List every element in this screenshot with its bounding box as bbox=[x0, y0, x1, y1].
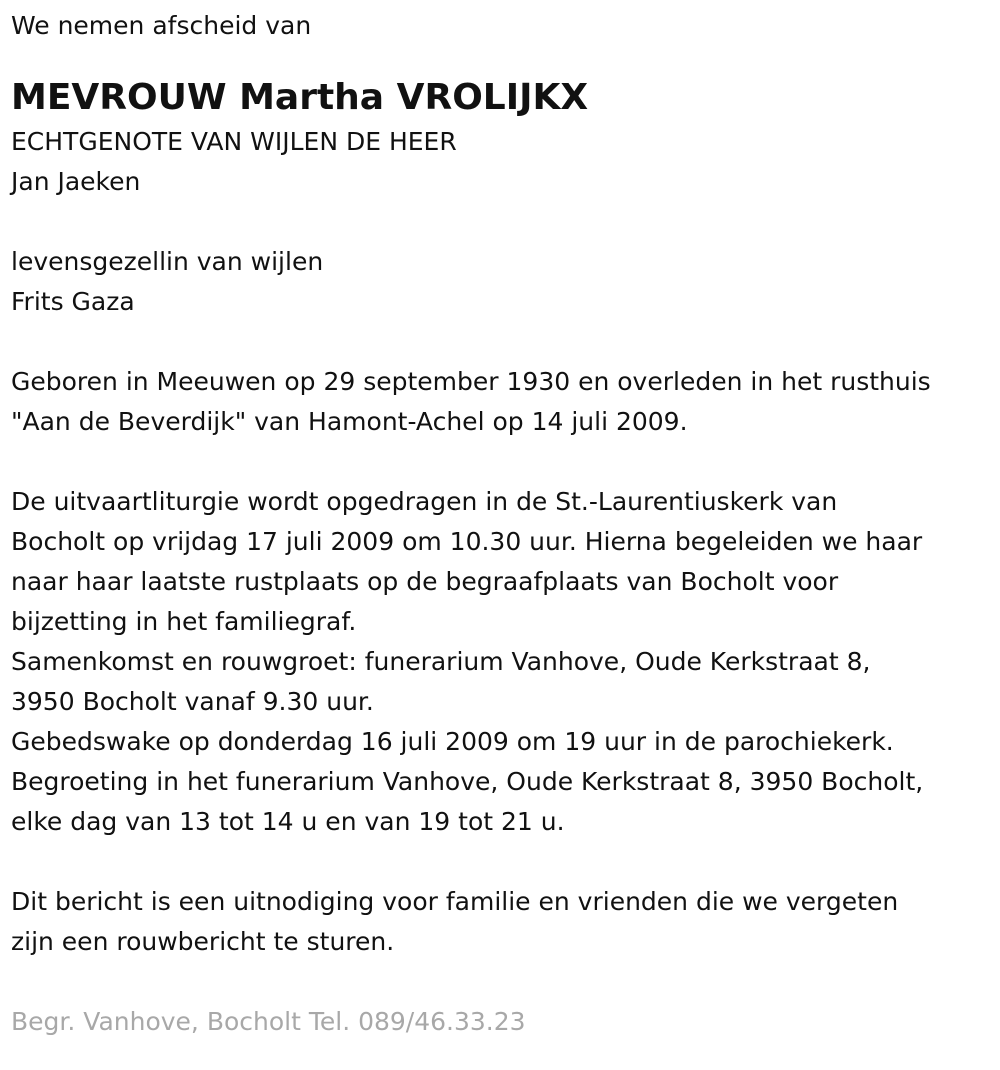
ceremony-paragraph bbox=[11, 482, 1000, 842]
paragraph-line: naar haar laatste rustplaats op de begraafplaats van Bocholt voor bbox=[11, 567, 839, 596]
deceased-name: MEVROUW Martha VROLIJKX bbox=[11, 77, 589, 118]
paragraph-line: Samenkomst en rouwgroet: funerarium Vanhove, Oude Kerkstraat 8, bbox=[11, 647, 871, 676]
notice-paragraph bbox=[11, 882, 1000, 962]
intro-text: We nemen afscheid van bbox=[11, 11, 312, 40]
birth-death-paragraph bbox=[11, 362, 1000, 442]
paragraph-line: Dit bericht is een uitnodiging voor familie en vrienden die we vergeten bbox=[11, 887, 899, 916]
partner-name: Frits Gaza bbox=[11, 287, 135, 316]
paragraph-line: Begroeting in het funerarium Vanhove, Oude Kerkstraat 8, 3950 Bocholt, bbox=[11, 767, 924, 796]
paragraph-line: 3950 Bocholt vanaf 9.30 uur. bbox=[11, 687, 374, 716]
paragraph-line: "Aan de Beverdijk" van Hamont-Achel op 14 juli 2009. bbox=[11, 407, 688, 436]
funeral-home-footer: Begr. Vanhove, Bocholt Tel. 089/46.33.23 bbox=[11, 1007, 526, 1036]
paragraph-line: elke dag van 13 tot 14 u en van 19 tot 21 u. bbox=[11, 807, 565, 836]
paragraph-line: Gebedswake op donderdag 16 juli 2009 om 19 uur in de parochiekerk. bbox=[11, 727, 894, 756]
relation-title: ECHTGENOTE VAN WIJLEN DE HEER bbox=[11, 127, 457, 156]
paragraph-line: zijn een rouwbericht te sturen. bbox=[11, 927, 395, 956]
paragraph-line: bijzetting in het familiegraf. bbox=[11, 607, 357, 636]
paragraph-line: Bocholt op vrijdag 17 juli 2009 om 10.30 uur. Hierna begeleiden we haar bbox=[11, 527, 923, 556]
paragraph-line: Geboren in Meeuwen op 29 september 1930 en overleden in het rusthuis bbox=[11, 367, 931, 396]
spouse-name: Jan Jaeken bbox=[11, 167, 141, 196]
paragraph-line: De uitvaartliturgie wordt opgedragen in de St.-Laurentiuskerk van bbox=[11, 487, 838, 516]
partner-title: levensgezellin van wijlen bbox=[11, 247, 324, 276]
